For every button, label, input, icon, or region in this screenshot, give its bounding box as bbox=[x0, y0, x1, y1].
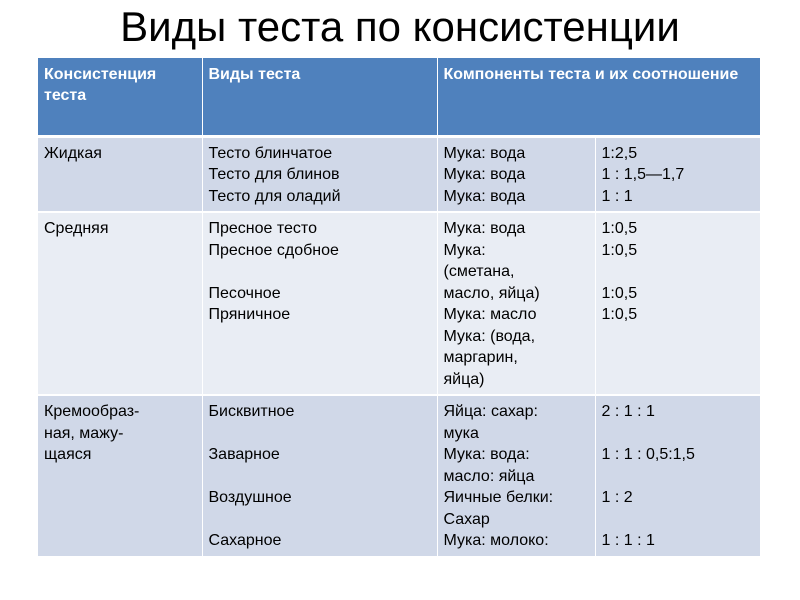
dough-types-table bbox=[38, 58, 760, 558]
header-dough-types: Виды теста bbox=[202, 58, 437, 136]
cell-line bbox=[209, 423, 431, 445]
cell-line: 2 : 1 : 1 bbox=[601, 403, 655, 420]
cell-dough-types bbox=[202, 212, 437, 395]
cell-components bbox=[437, 212, 595, 395]
cell-line: Мука: (вода, bbox=[443, 327, 536, 345]
header-components: Компоненты теста и их соотношение bbox=[437, 58, 760, 136]
table-header-row bbox=[38, 58, 760, 136]
cell-line: Мука: вода bbox=[443, 220, 526, 237]
cell-line: Пряничное bbox=[208, 306, 291, 323]
cell-line bbox=[209, 261, 431, 283]
cell-line: яйца) bbox=[443, 370, 485, 388]
cell-ratios bbox=[595, 136, 760, 212]
cell-line: 1:2,5 bbox=[601, 144, 638, 162]
cell-line: масло, яйца) bbox=[443, 284, 540, 302]
cell-line: щаяся bbox=[44, 446, 92, 463]
cell-line: Пресное тесто bbox=[208, 220, 317, 237]
cell-line: Средняя bbox=[44, 220, 109, 237]
cell-line bbox=[602, 466, 755, 488]
cell-consistency bbox=[38, 395, 202, 557]
cell-line: Тесто блинчатое bbox=[208, 144, 333, 162]
cell-dough-types bbox=[202, 395, 437, 557]
cell-line bbox=[602, 423, 755, 445]
page-title: Виды теста по консистенции bbox=[120, 3, 680, 50]
cell-line: Мука: вода bbox=[443, 166, 526, 183]
cell-line: Мука: bbox=[443, 241, 486, 259]
cell-line: Пресное сдобное bbox=[208, 241, 339, 259]
cell-line: 1 : 2 bbox=[601, 489, 633, 506]
cell-line: маргарин, bbox=[443, 349, 518, 366]
header-consistency: Консистенция теста bbox=[38, 58, 202, 136]
cell-line: 1:0,5 bbox=[601, 284, 638, 302]
table-row bbox=[38, 212, 760, 395]
table-row bbox=[38, 395, 760, 557]
cell-line: Мука: вода bbox=[443, 187, 526, 205]
cell-components bbox=[437, 136, 595, 212]
cell-line: Яйца: сахар: bbox=[443, 403, 538, 420]
cell-line bbox=[602, 261, 755, 283]
cell-consistency bbox=[38, 212, 202, 395]
cell-line bbox=[209, 509, 431, 531]
cell-line: Мука: вода bbox=[443, 144, 526, 162]
cell-line: 1 : 1,5—1,7 bbox=[601, 166, 685, 183]
cell-line bbox=[602, 509, 755, 531]
cell-line: 1:0,5 bbox=[601, 220, 638, 237]
cell-line: Мука: масло bbox=[443, 306, 537, 323]
cell-line: 1 : 1 bbox=[601, 187, 633, 205]
cell-line: мука bbox=[443, 424, 479, 442]
cell-line: Мука: молоко: bbox=[443, 532, 549, 549]
cell-line: Воздушное bbox=[208, 489, 292, 506]
cell-line: масло: яйца bbox=[443, 467, 535, 485]
cell-line: Заварное bbox=[208, 446, 280, 463]
cell-line: Яичные белки: bbox=[443, 489, 554, 506]
cell-line: ная, мажу- bbox=[44, 424, 124, 442]
cell-line: 1 : 1 : 1 bbox=[601, 532, 655, 549]
table-row bbox=[38, 136, 760, 212]
cell-dough-types bbox=[202, 136, 437, 212]
cell-line: 1 : 1 : 0,5:1,5 bbox=[601, 446, 695, 463]
cell-components bbox=[437, 395, 595, 557]
cell-line: Жидкая bbox=[44, 144, 102, 162]
cell-ratios bbox=[595, 395, 760, 557]
cell-line: Сахарное bbox=[208, 532, 282, 549]
cell-consistency bbox=[38, 136, 202, 212]
cell-line: Песочное bbox=[208, 284, 281, 302]
cell-line: 1:0,5 bbox=[601, 241, 638, 259]
cell-line: (сметана, bbox=[443, 263, 515, 280]
cell-line: Сахар bbox=[443, 510, 490, 528]
cell-line: Тесто для блинов bbox=[208, 166, 340, 183]
cell-line: 1:0,5 bbox=[601, 306, 638, 323]
cell-ratios bbox=[595, 212, 760, 395]
cell-line: Мука: вода: bbox=[443, 446, 530, 463]
cell-line: Бисквитное bbox=[208, 403, 295, 420]
cell-line: Тесто для оладий bbox=[208, 187, 341, 205]
cell-line: Кремообраз- bbox=[44, 403, 140, 420]
cell-line bbox=[209, 466, 431, 488]
